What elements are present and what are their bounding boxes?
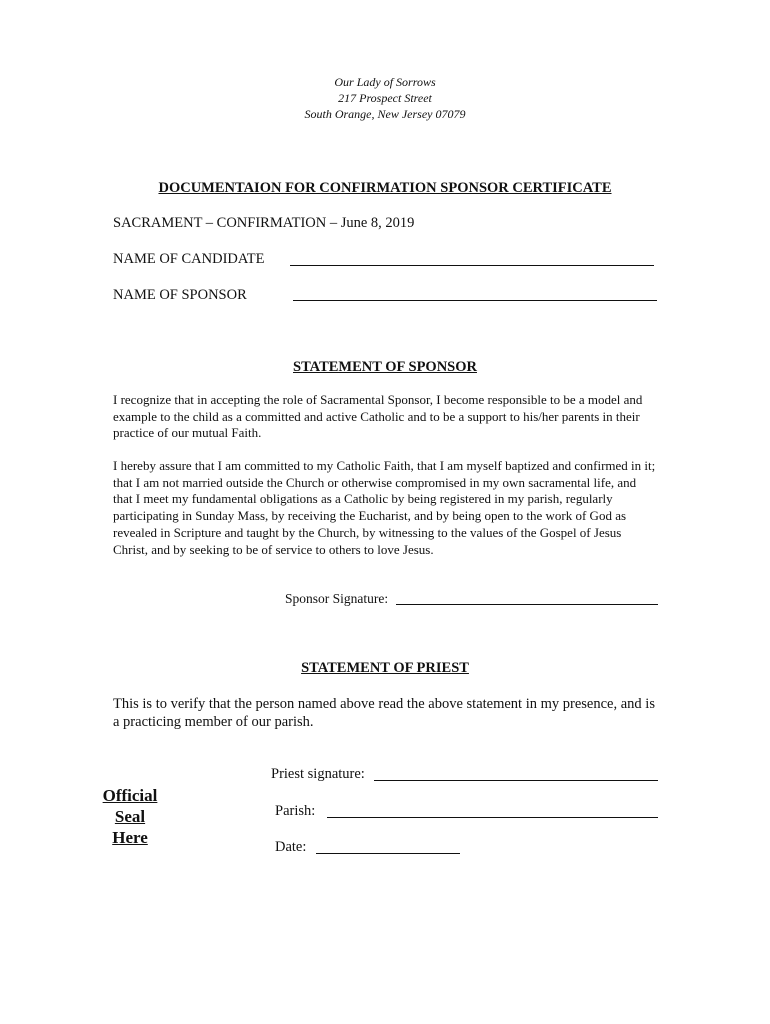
candidate-name-field[interactable] bbox=[290, 265, 654, 266]
sponsor-statement-paragraph-2: I hereby assure that I am committed to my Catholic Faith, that I am myself baptized and confirmed in it; that I am not married outside the Church or otherwise compromised in my own sacramental life, and that I meet my fundamental obligations as a Catholic by being registered in my parish, regularly participating in Sunday Mass, by receiving the Eucharist, and by being open to the work of God as revealed in Scripture and taught by the Church, by witnessing to the values of the Gospel of Jesus Christ, and by seeking to be of service to others to love Jesus. bbox=[113, 458, 656, 557]
sponsor-statement-heading: STATEMENT OF SPONSOR bbox=[293, 359, 477, 375]
priest-statement-heading: STATEMENT OF PRIEST bbox=[301, 660, 469, 676]
date-label: Date: bbox=[275, 839, 307, 855]
priest-signature-field[interactable] bbox=[374, 780, 658, 781]
seal-line-2: Seal bbox=[114, 807, 146, 826]
sponsor-name-field[interactable] bbox=[293, 300, 657, 301]
priest-signature-label: Priest signature: bbox=[271, 766, 365, 782]
sacrament-line: SACRAMENT – CONFIRMATION – June 8, 2019 bbox=[113, 215, 415, 231]
seal-line-3: Here bbox=[112, 828, 148, 847]
priest-statement-paragraph: This is to verify that the person named above read the above statement in my presence, and is a practicing member of our parish. bbox=[113, 696, 655, 730]
sponsor-signature-field[interactable] bbox=[396, 604, 658, 605]
date-field[interactable] bbox=[316, 853, 460, 854]
candidate-label: NAME OF CANDIDATE bbox=[113, 251, 265, 267]
sponsor-label: NAME OF SPONSOR bbox=[113, 287, 247, 303]
seal-line-1: Official bbox=[102, 786, 158, 805]
sponsor-signature-label: Sponsor Signature: bbox=[285, 591, 389, 606]
seal-placeholder bbox=[90, 785, 170, 848]
parish-label: Parish: bbox=[275, 803, 316, 819]
document-title: DOCUMENTAION FOR CONFIRMATION SPONSOR CERTIFICATE bbox=[158, 180, 612, 196]
sponsor-statement-paragraph-1: I recognize that in accepting the role of Sacramental Sponsor, I become responsible to be a model and example to the child as a committed and active Catholic and to be a support to his/her parents in their practice of our mutual Faith. bbox=[113, 392, 643, 441]
parish-city: South Orange, New Jersey 07079 bbox=[304, 107, 466, 121]
parish-name: Our Lady of Sorrows bbox=[334, 75, 436, 89]
parish-field[interactable] bbox=[327, 817, 658, 818]
parish-street: 217 Prospect Street bbox=[338, 91, 432, 105]
